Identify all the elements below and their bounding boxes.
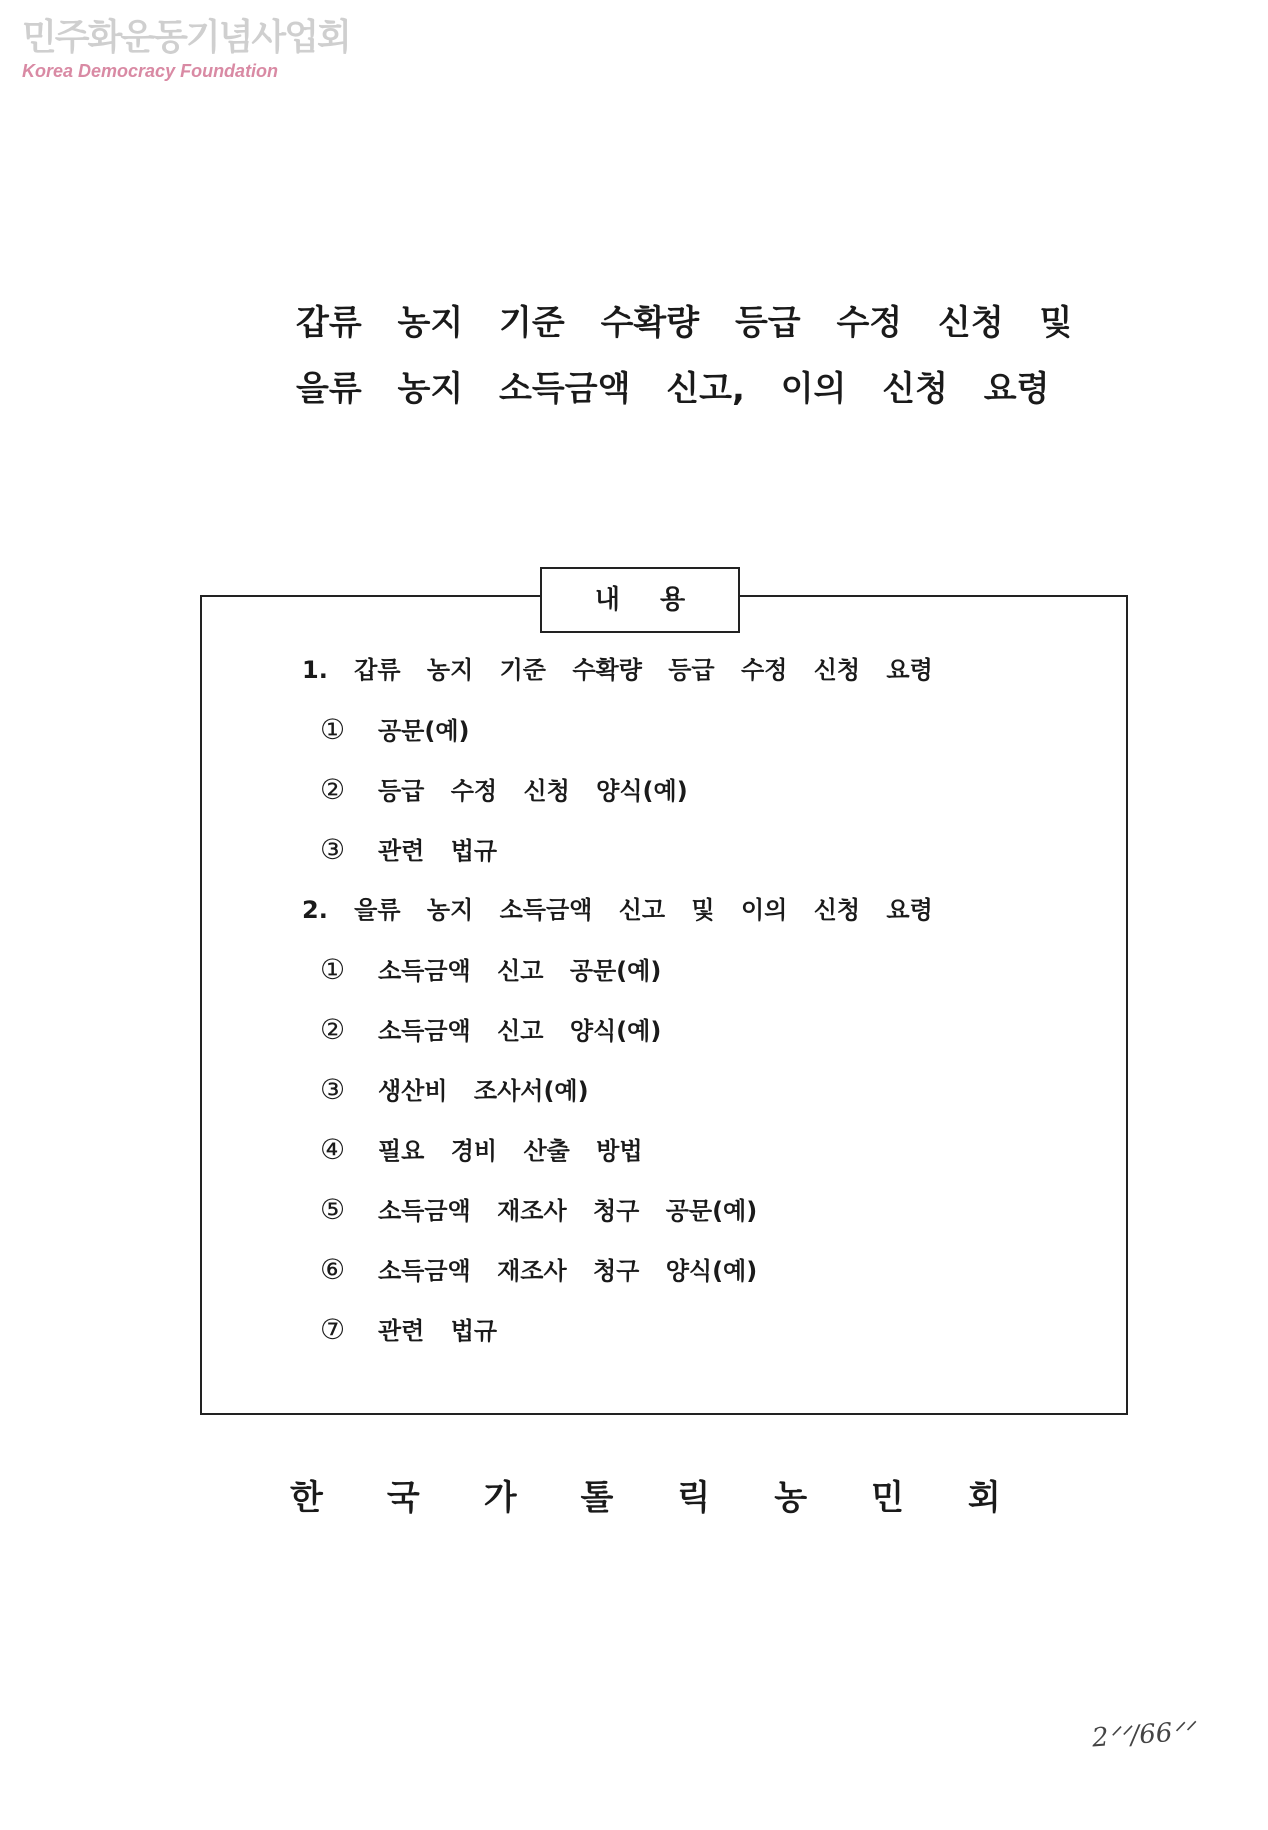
watermark-english: Korea Democracy Foundation — [22, 61, 279, 81]
section-heading: 2. 을류 농지 소득금액 신고 및 이의 신청 요령 — [302, 896, 933, 924]
item-text: 생산비 조사서(예) — [378, 1077, 589, 1105]
item-text: 관련 법규 — [378, 1317, 498, 1345]
item-number: ③ — [320, 1073, 346, 1106]
list-item — [302, 760, 933, 820]
list-item — [302, 1060, 933, 1120]
list-item — [302, 940, 933, 1000]
item-text: 등급 수정 신청 양식(예) — [378, 777, 688, 805]
item-text: 소득금액 신고 양식(예) — [378, 1017, 662, 1045]
section-heading: 1. 갑류 농지 기준 수확량 등급 수정 신청 요령 — [302, 656, 933, 684]
item-number: ② — [320, 773, 346, 806]
item-number: ③ — [320, 833, 346, 866]
handwritten-note: 2ᐟᐟ/66ᐟᐟ — [1091, 1716, 1196, 1754]
item-text: 소득금액 재조사 청구 양식(예) — [378, 1257, 758, 1285]
item-text: 공문(예) — [378, 717, 470, 745]
item-number: ⑦ — [320, 1313, 346, 1346]
item-number: ④ — [320, 1133, 346, 1166]
list-item — [302, 700, 933, 760]
item-number: ① — [320, 713, 346, 746]
item-number: ② — [320, 1013, 346, 1046]
list-item — [302, 1300, 933, 1360]
organization-name: 한국가톨릭농민회 — [290, 1478, 1065, 1518]
item-text: 소득금액 재조사 청구 공문(예) — [378, 1197, 758, 1225]
item-number: ⑤ — [320, 1193, 346, 1226]
foundation-watermark — [22, 18, 350, 82]
item-text: 소득금액 신고 공문(예) — [378, 957, 662, 985]
list-item — [302, 1240, 933, 1300]
contents-list — [302, 640, 933, 1360]
title-line-2: 을류 농지 소득금액 신고, 이의 신청 요령 — [296, 369, 1050, 409]
title-line-1: 갑류 농지 기준 수확량 등급 수정 신청 및 — [296, 303, 1073, 343]
item-text: 필요 경비 산출 방법 — [378, 1137, 643, 1165]
contents-label: 내용 — [540, 567, 740, 633]
list-item — [302, 820, 933, 880]
document-title — [296, 290, 1072, 422]
watermark-korean: 민주화운동기념사업회 — [22, 17, 350, 58]
list-item — [302, 1120, 933, 1180]
list-item — [302, 1000, 933, 1060]
item-text: 관련 법규 — [378, 837, 498, 865]
item-number: ⑥ — [320, 1253, 346, 1286]
item-number: ① — [320, 953, 346, 986]
list-item — [302, 1180, 933, 1240]
